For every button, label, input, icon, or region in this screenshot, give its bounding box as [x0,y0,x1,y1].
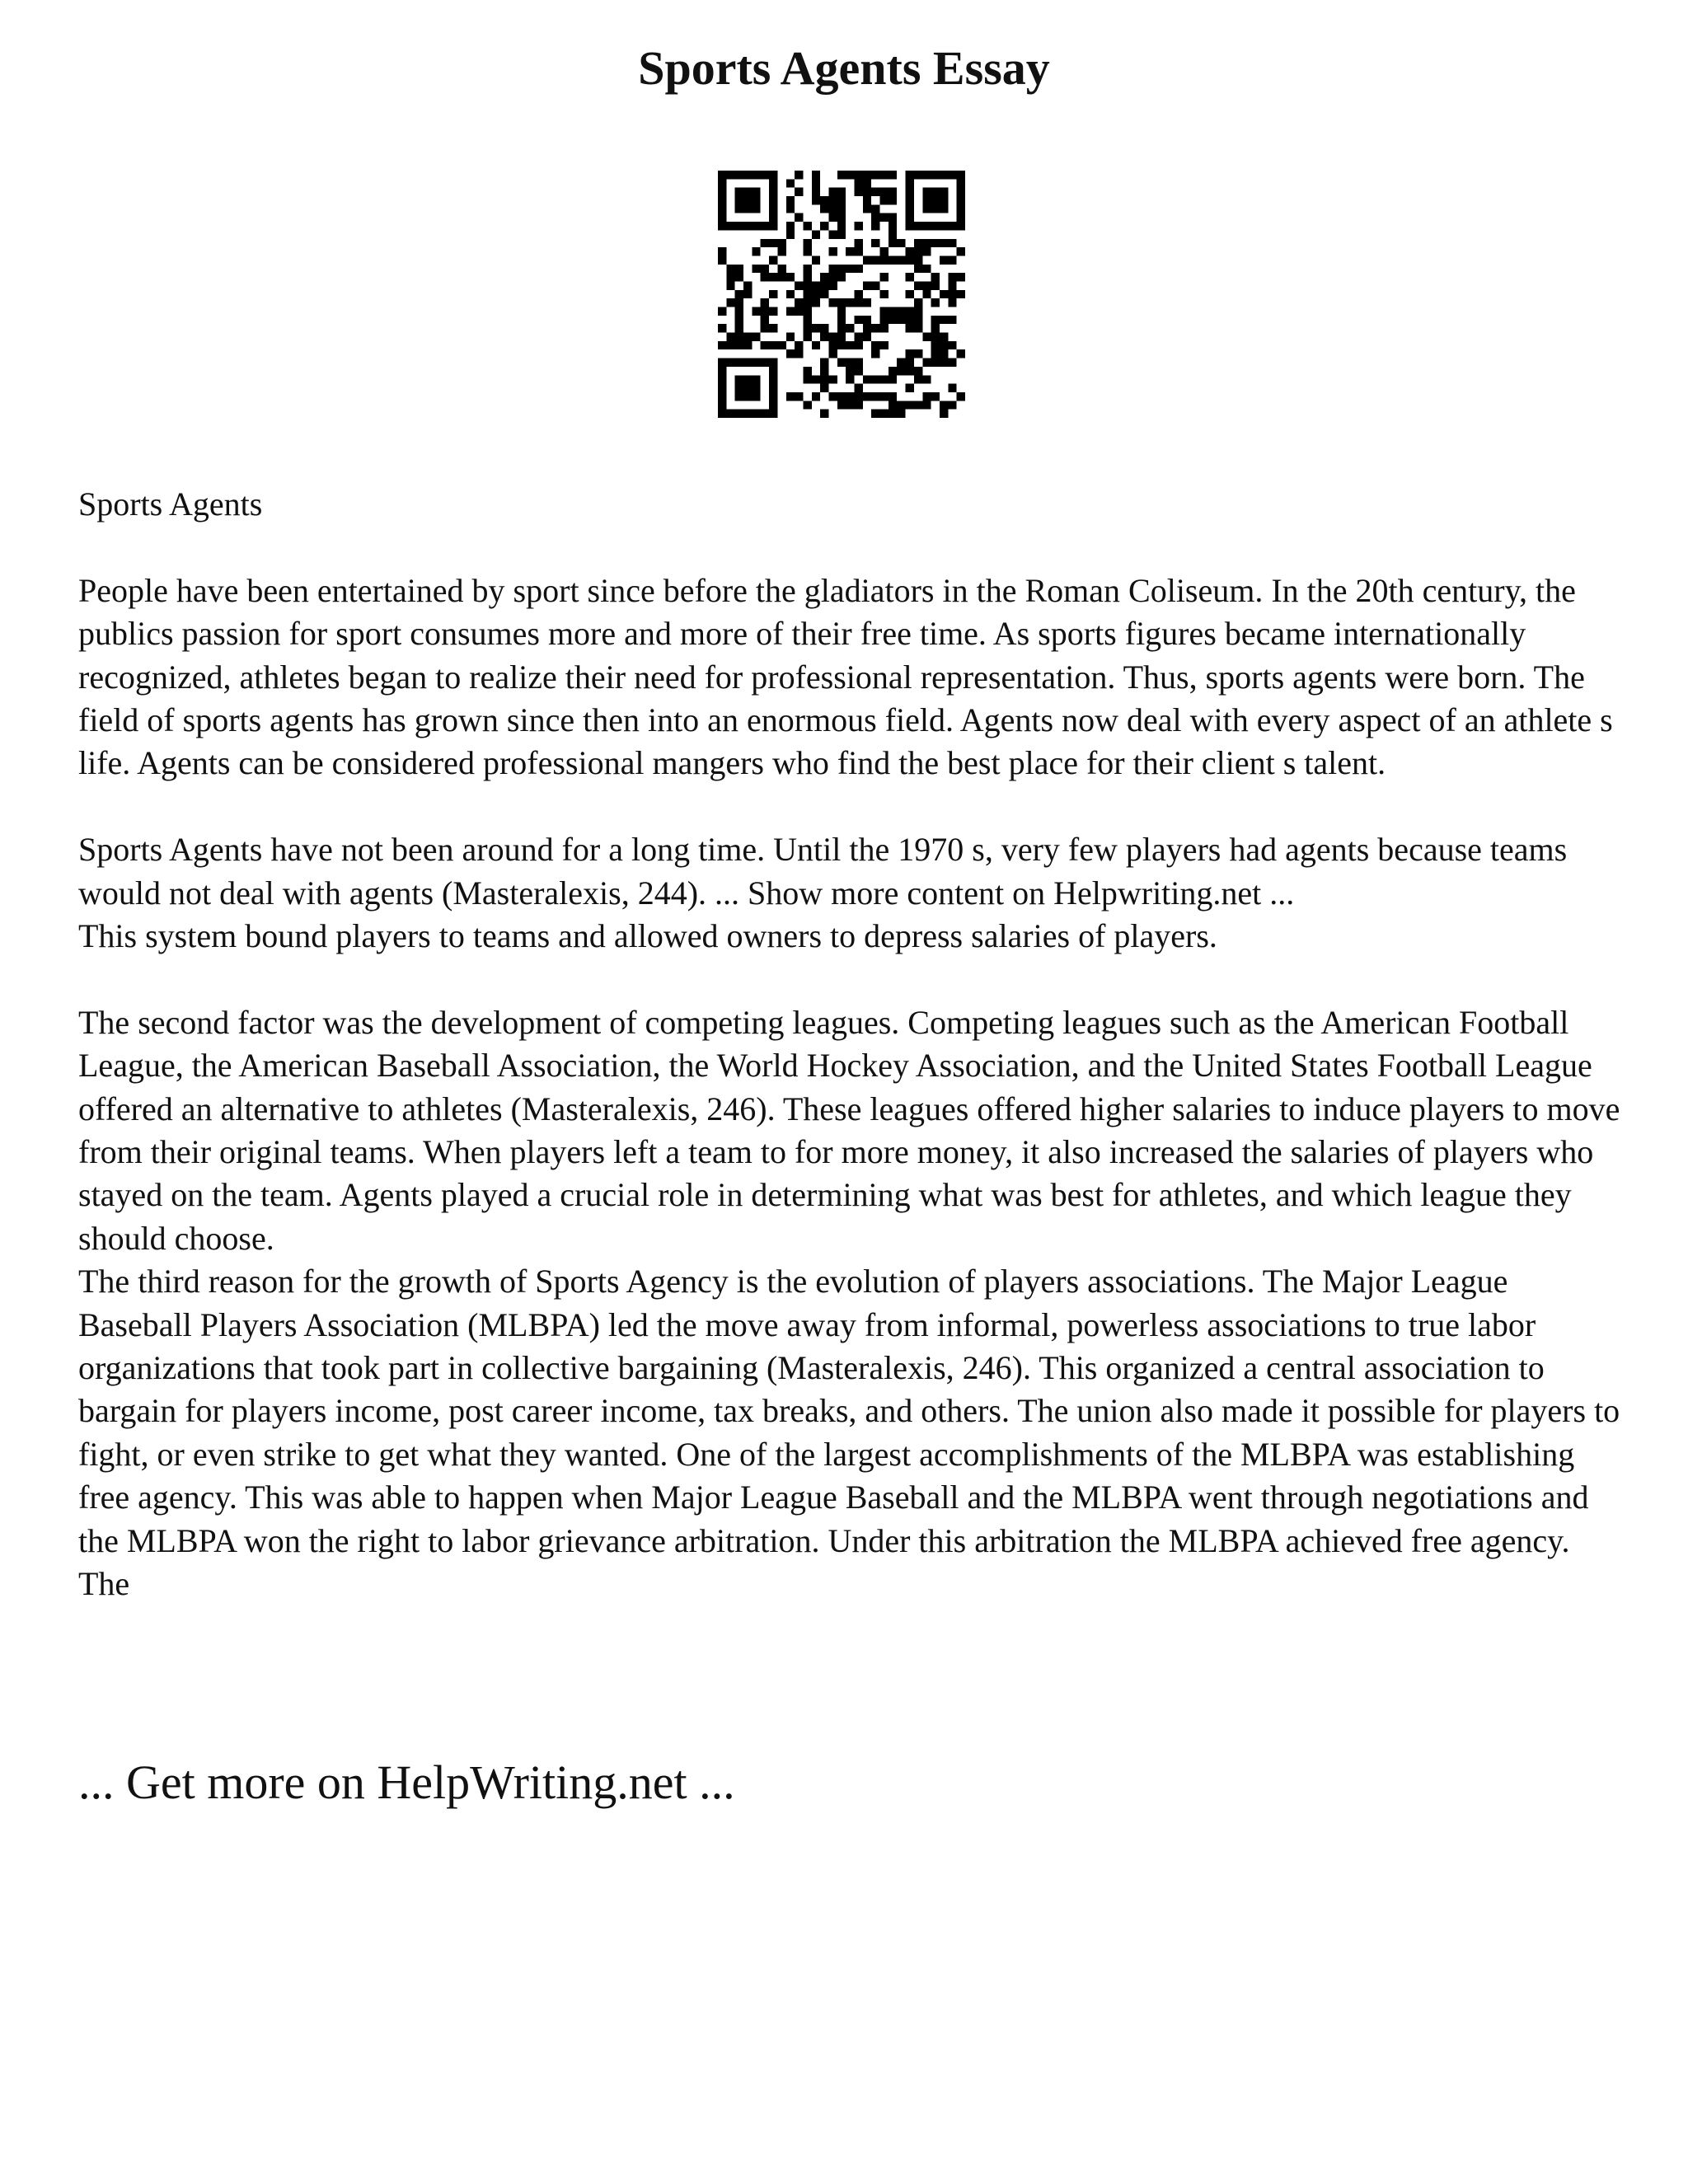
document-body [78,483,1628,1606]
paragraph-spacer [78,785,1628,828]
section-heading: Sports Agents [78,485,263,523]
players-associations-paragraph: The third reason for the growth of Sports Agency is the evolution of players associations. The Major League Baseball Players Association (MLBPA) led the move away from informal, powerless associations to true labor organizations that took part in collective bargaining (Masteralexis, 246). This organized a central association to bargain for players income, post career income, tax breaks, and others. The union also made it possible for players to fight, or even strike to get what they wanted. One of the largest accomplishments of the MLBPA was establishing free agency. This was able to happen when Major League Baseball and the MLBPA went through negotiations and the MLBPA won the right to labor grievance arbitration. Under this arbitration the MLBPA achieved free agency. The [78,1263,1620,1603]
helpwriting-link[interactable]: ... Get more on HelpWriting.net ... [78,1755,735,1809]
history-paragraph: Sports Agents have not been around for a long time. Until the 1970 s, very few players had agents because teams would not deal with agents (Masteralexis, 244). ... Show more content on Helpwriting.net ... [78,831,1568,912]
competing-leagues-paragraph: The second factor was the development of competing leagues. Competing leagues such as the American Football League, the American Baseball Association, the World Hockey Association, and the United States Football League offered an alternative to athletes (Masteralexis, 246). These leagues offered higher salaries to induce players to move from their original teams. When players left a team to for more money, it also increased the salaries of players who stayed on the team. Agents played a crucial role in determining what was best for athletes, and which league they should choose. [78,1003,1620,1257]
qr-code-icon [718,171,965,418]
paragraph-spacer [78,958,1628,1001]
document-title: Sports Agents Essay [638,41,1050,95]
reserve-system-paragraph: This system bound players to teams and allowed owners to depress salaries of players. [78,917,1217,955]
intro-paragraph: People have been entertained by sport since before the gladiators in the Roman Coliseum. In the 20th century, the publics passion for sport consumes more and more of their free time. As sports figures became internationally recognized, athletes began to realize their need for professional representation. Thus, sports agents were born. The field of sports agents has grown since then into an enormous field. Agents now deal with every aspect of an athlete s life. Agents can be considered professional mangers who find the best place for their client s talent. [78,571,1613,782]
paragraph-spacer [78,526,1628,569]
